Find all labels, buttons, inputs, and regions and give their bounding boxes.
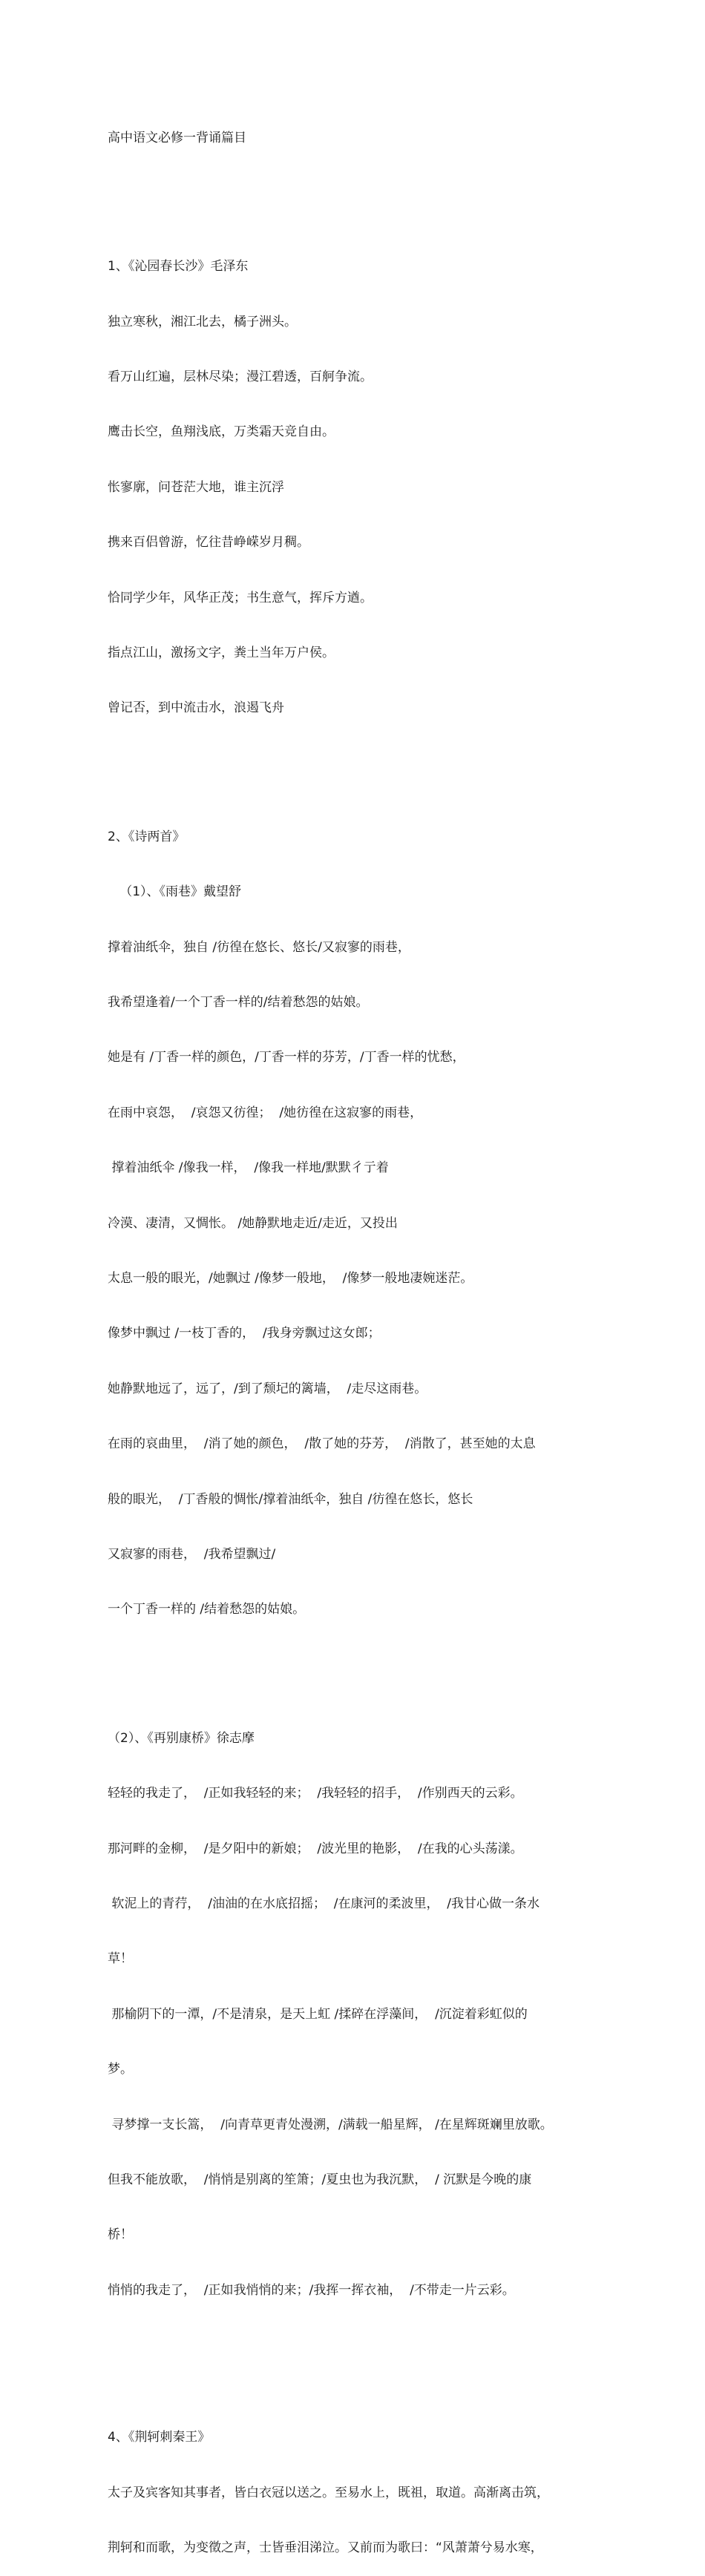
poem-line: 悄悄的我走了， /正如我悄悄的来；/我挥一挥衣袖， /不带走一片云彩。 (108, 2282, 515, 2298)
poem-line: 携来百侣曾游，忆往昔峥嵘岁月稠。 (108, 535, 309, 551)
poem-line: 那河畔的金柳， /是夕阳中的新娘； /波光里的艳影， /在我的心头荡漾。 (108, 1841, 523, 1856)
section-heading: 4、《荆轲刺秦王》 (108, 2430, 211, 2445)
poem-line: 在雨中哀怨， /哀怨又彷徨； /她彷徨在这寂寥的雨巷， (108, 1105, 423, 1120)
poem-line: 寻梦撑一支长篙， /向青草更青处漫溯，/满载一船星辉， /在星辉斑斓里放歌。 (108, 2117, 553, 2132)
poem-line: 撑着油纸伞，独自 /彷徨在悠长、悠长/又寂寥的雨巷， (108, 939, 410, 955)
poem-line: 软泥上的青荇， /油油的在水底招摇； /在康河的柔波里， /我甘心做一条水 (108, 1896, 540, 1912)
poem-line: 鹰击长空，鱼翔浅底，万类霜天竞自由。 (108, 424, 335, 440)
poem-line: 我希望逢着/一个丁香一样的/结着愁怨的姑娘。 (108, 995, 369, 1011)
poem-line: 梦。 (108, 2062, 133, 2077)
poem-line: 冷漠、凄清，又惆怅。 /她静默地走近/走近，又投出 (108, 1215, 398, 1231)
subsection-heading: （2）、《再别康桥》徐志摩 (108, 1730, 255, 1746)
poem-line: 她静默地远了，远了，/到了颓圮的篱墙， /走尽这雨巷。 (108, 1381, 427, 1396)
poem-line: 怅寥廓，问苍茫大地，谁主沉浮 (108, 479, 284, 495)
poem-line: 轻轻的我走了， /正如我轻轻的来； /我轻轻的招手， /作别西天的云彩。 (108, 1786, 523, 1801)
poem-line: 独立寒秋，湘江北去，橘子洲头。 (108, 314, 297, 329)
section-heading: 2、《诗两首》 (108, 829, 186, 844)
poem-line: 曾记否，到中流击水，浪遏飞舟 (108, 700, 284, 716)
subsection-heading: （1）、《雨巷》戴望舒 (108, 884, 242, 900)
poem-line: 桥！ (108, 2227, 133, 2243)
poem-line: 撑着油纸伞 /像我一样， /像我一样地/默默彳亍着 (108, 1160, 389, 1176)
poem-line: 看万山红遍，层林尽染；漫江碧透，百舸争流。 (108, 369, 373, 384)
poem-line: 像梦中飘过 /一枝丁香的， /我身旁飘过这女郎； (108, 1326, 381, 1341)
poem-line: 但我不能放歌， /悄悄是别离的笙箫；/夏虫也为我沉默， / 沉默是今晚的康 (108, 2172, 532, 2188)
document-title: 高中语文必修一背诵篇目 (108, 130, 246, 145)
document-body (108, 92, 620, 2576)
poem-line: 那榆阴下的一潭，/不是清泉，是天上虹 /揉碎在浮藻间， /沉淀着彩虹似的 (108, 2006, 528, 2022)
prose-line: 荆轲和而歌，为变徵之声，士皆垂泪涕泣。又前而为歌曰：“风萧萧兮易水寒， (108, 2540, 543, 2555)
poem-line: 太息一般的眼光，/她飘过 /像梦一般地， /像梦一般地凄婉迷茫。 (108, 1271, 473, 1286)
poem-line: 恰同学少年，风华正茂；书生意气，挥斥方遒。 (108, 590, 373, 605)
poem-line: 指点江山，激扬文字，粪土当年万户侯。 (108, 645, 335, 660)
poem-line: 在雨的哀曲里， /消了她的颜色， /散了她的芬芳， /消散了，甚至她的太息 (108, 1436, 536, 1452)
prose-line: 太子及宾客知其事者，皆白衣冠以送之。至易水上，既祖，取道。高渐离击筑， (108, 2485, 549, 2500)
section-heading: 1、《沁园春长沙》毛泽东 (108, 259, 249, 275)
poem-line: 她是有 /丁香一样的颜色，/丁香一样的芬芳，/丁香一样的忧愁， (108, 1050, 465, 1065)
poem-line: 又寂寥的雨巷， /我希望飘过/ (108, 1546, 276, 1562)
poem-line: 一个丁香一样的 /结着愁怨的姑娘。 (108, 1602, 306, 1617)
poem-line: 草！ (108, 1951, 133, 1967)
poem-line: 般的眼光， /丁香般的惆怅/撑着油纸伞，独自 /彷徨在悠长，悠长 (108, 1491, 473, 1507)
